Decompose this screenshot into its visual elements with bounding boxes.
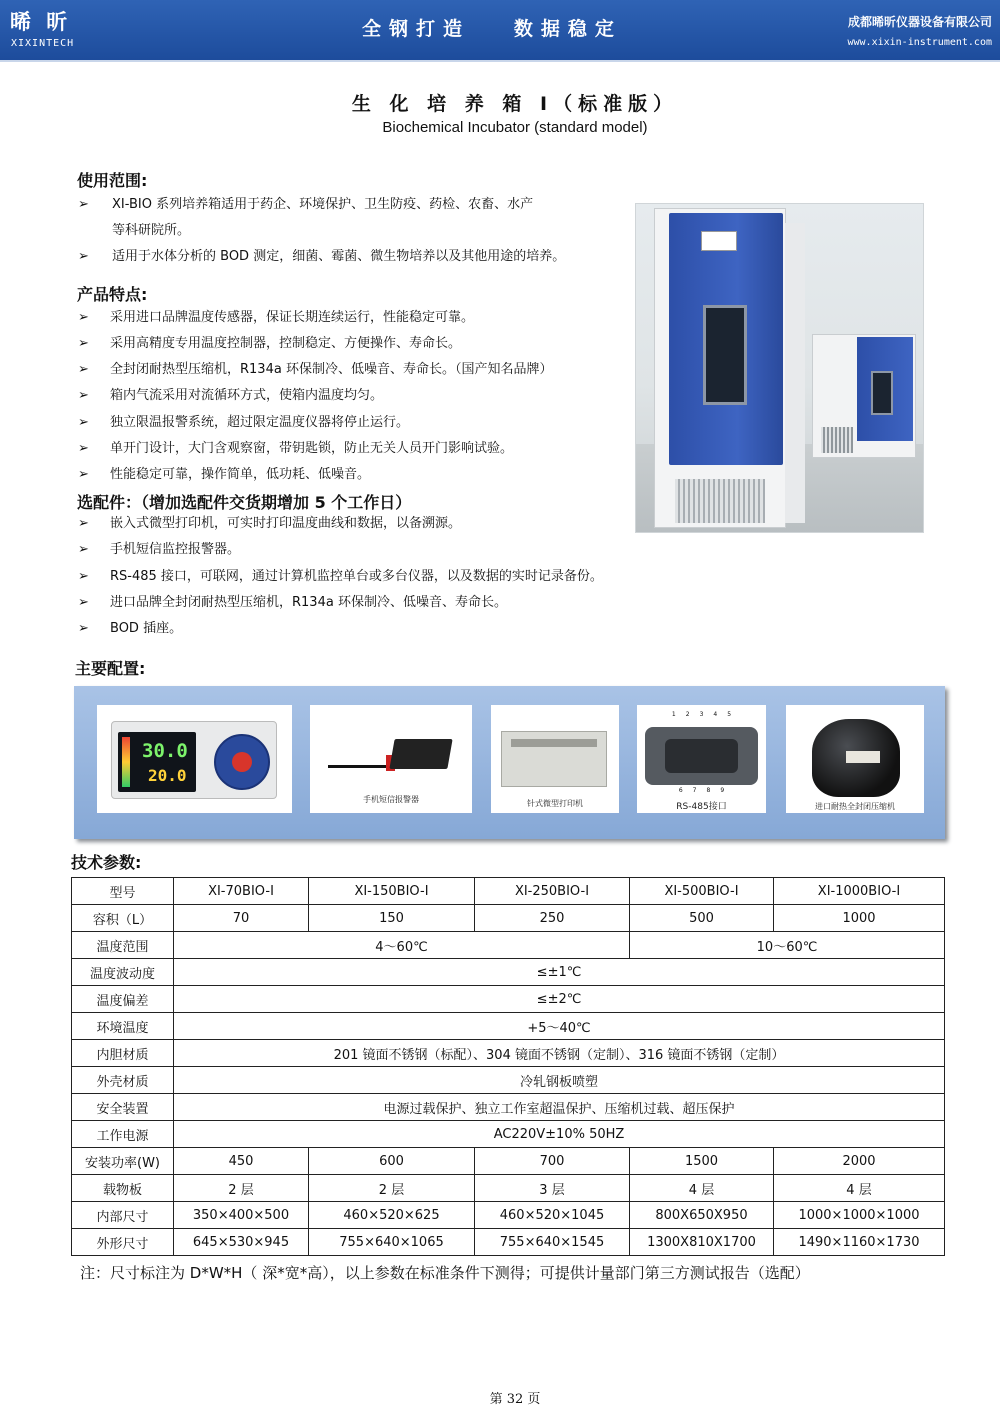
- row-label: 外壳材质: [72, 1067, 174, 1094]
- center-key-icon: [232, 752, 252, 772]
- option-item: RS-485 接口，可联网，通过计算机监控单台或多台仪器，以及数据的实时记录备份。: [110, 569, 603, 584]
- arrow-bullet-icon: ➢: [78, 336, 89, 351]
- row-label: 型号: [72, 878, 174, 905]
- row-label: 温度范围: [72, 932, 174, 959]
- table-cell: 1490×1160×1730: [774, 1229, 945, 1256]
- table-cell: 1300X810X1700: [630, 1229, 774, 1256]
- table-cell: 10～60℃: [630, 932, 945, 959]
- table-row: [72, 878, 945, 905]
- pin-number: 2: [685, 711, 690, 718]
- arrow-bullet-icon: ➢: [78, 542, 89, 557]
- paper-slot: [511, 739, 597, 747]
- table-cell: 4 层: [630, 1175, 774, 1202]
- product-photo: [635, 203, 924, 533]
- vent-grille: [675, 479, 765, 523]
- table-row: [72, 986, 945, 1013]
- row-label: 载物板: [72, 1175, 174, 1202]
- pin-number: 3: [699, 711, 704, 718]
- vent-grille: [821, 427, 853, 453]
- printer-image: [491, 705, 619, 813]
- table-cell: 1500: [630, 1148, 774, 1175]
- table-cell: 450: [174, 1148, 309, 1175]
- feature-item: 采用进口品牌温度传感器，保证长期连续运行，性能稳定可靠。: [110, 310, 475, 325]
- rs485-image: [637, 705, 766, 813]
- page-subtitle: Biochemical Incubator (standard model): [382, 119, 648, 136]
- row-label: 安全装置: [72, 1094, 174, 1121]
- company-name: 成都晞昕仪器设备有限公司: [847, 15, 992, 29]
- spec-table: [71, 877, 945, 1256]
- table-cell: 460×520×1045: [475, 1202, 630, 1229]
- row-label: 容积（L）: [72, 905, 174, 932]
- table-row: [72, 932, 945, 959]
- table-cell: 2 层: [309, 1175, 475, 1202]
- table-row: [72, 1175, 945, 1202]
- caption: 针式微型打印机: [527, 799, 583, 808]
- arrow-bullet-icon: ➢: [78, 388, 89, 403]
- table-cell: 460×520×625: [309, 1202, 475, 1229]
- table-cell: 755×640×1065: [309, 1229, 475, 1256]
- table-row: [72, 1148, 945, 1175]
- table-cell: 350×400×500: [174, 1202, 309, 1229]
- table-cell: 500: [630, 905, 774, 932]
- pin-number: 1: [671, 711, 676, 718]
- row-label: 内部尺寸: [72, 1202, 174, 1229]
- option-item: 进口品牌全封闭耐热型压缩机，R134a 环保制冷、低噪音、寿命长。: [110, 595, 507, 610]
- table-cell: XI-250BIO-Ⅰ: [475, 878, 630, 905]
- row-label: 温度波动度: [72, 959, 174, 986]
- config-strip: [74, 686, 945, 839]
- scope-heading: 使用范围:: [77, 171, 148, 190]
- specs-heading: 技术参数:: [71, 853, 142, 872]
- table-cell: 250: [475, 905, 630, 932]
- table-cell: 3 层: [475, 1175, 630, 1202]
- arrow-bullet-icon: ➢: [78, 310, 89, 325]
- table-cell: 201 镜面不锈钢（标配）、304 镜面不锈钢（定制）、316 镜面不锈钢（定制）: [174, 1040, 945, 1067]
- feature-item: 独立限温报警系统，超过限定温度仪器将停止运行。: [110, 415, 410, 430]
- feature-item: 采用高精度专用温度控制器，控制稳定、方便操作、寿命长。: [110, 336, 462, 351]
- row-label: 环境温度: [72, 1013, 174, 1040]
- arrow-bullet-icon: ➢: [78, 249, 89, 264]
- arrow-bullet-icon: ➢: [78, 595, 89, 610]
- table-row: [72, 1229, 945, 1256]
- page-title: 生 化 培 养 箱 Ⅰ（标准版）: [351, 93, 679, 115]
- pin-number: 7: [692, 787, 697, 794]
- table-row: [72, 1013, 945, 1040]
- row-label: 工作电源: [72, 1121, 174, 1148]
- table-row: [72, 1202, 945, 1229]
- arrow-bullet-icon: ➢: [78, 441, 89, 456]
- table-row: [72, 1067, 945, 1094]
- arrow-bullet-icon: ➢: [78, 467, 89, 482]
- table-cell: AC220V±10% 50HZ: [174, 1121, 945, 1148]
- table-cell: 冷轧钢板喷塑: [174, 1067, 945, 1094]
- brand-name-cn: 晞 昕: [10, 10, 72, 34]
- arrow-bullet-icon: ➢: [78, 197, 89, 212]
- table-cell: +5～40℃: [174, 1013, 945, 1040]
- controller-readout: 30.0: [142, 740, 188, 762]
- table-cell: XI-70BIO-Ⅰ: [174, 878, 309, 905]
- table-cell: 800X650X950: [630, 1202, 774, 1229]
- table-cell: 1000: [774, 905, 945, 932]
- option-item: 手机短信监控报警器。: [110, 542, 241, 557]
- table-cell: XI-500BIO-Ⅰ: [630, 878, 774, 905]
- table-cell: 2000: [774, 1148, 945, 1175]
- arrow-bullet-icon: ➢: [78, 516, 89, 531]
- page-number: 第 32 页: [489, 1392, 541, 1407]
- row-label: 温度偏差: [72, 986, 174, 1013]
- table-note: 注：尺寸标注为 D*W*H（ 深*宽*高），以上参数在标准条件下测得；可提供计量部门第三方测试报告（选配）: [80, 1264, 810, 1282]
- table-cell: 150: [309, 905, 475, 932]
- pin-number: 4: [713, 711, 718, 718]
- control-panel: [701, 231, 737, 251]
- option-item: 嵌入式微型打印机，可实时打印温度曲线和数据，以备溯源。: [110, 516, 462, 531]
- options-heading: 选配件：（增加选配件交货期增加 5 个工作日）: [77, 493, 412, 512]
- controller-setpoint: 20.0: [148, 766, 187, 785]
- arrow-bullet-icon: ➢: [78, 621, 89, 636]
- table-cell: 4～60℃: [174, 932, 630, 959]
- table-cell: 600: [309, 1148, 475, 1175]
- caption: 手机短信报警器: [363, 795, 419, 804]
- controller-image: [97, 705, 292, 813]
- table-cell: XI-1000BIO-Ⅰ: [774, 878, 945, 905]
- db9-connector-icon: [665, 739, 738, 773]
- table-row: [72, 905, 945, 932]
- caption: 进口耐热全封闭压缩机: [815, 802, 895, 811]
- feature-item: 箱内气流采用对流循环方式，使箱内温度均匀。: [110, 388, 384, 403]
- table-cell: 70: [174, 905, 309, 932]
- incubator-large: [654, 208, 786, 528]
- pin-number: 6: [678, 787, 683, 794]
- header-slogan: 全钢打造 数据稳定: [362, 18, 622, 40]
- table-cell: 755×640×1545: [475, 1229, 630, 1256]
- scope-item: 适用于水体分析的 BOD 测定，细菌、霉菌、微生物培养以及其他用途的培养。: [112, 249, 566, 264]
- incubator-small: [812, 334, 916, 458]
- alarm-device: [389, 739, 452, 769]
- row-label: 内胆材质: [72, 1040, 174, 1067]
- row-label: 安装功率(W): [72, 1148, 174, 1175]
- observation-window: [703, 305, 747, 405]
- pin-number: 8: [706, 787, 711, 794]
- table-cell: 电源过载保护、独立工作室超温保护、压缩机过载、超压保护: [174, 1094, 945, 1121]
- feature-item: 单开门设计，大门含观察窗，带钥匙锁，防止无关人员开门影响试验。: [110, 441, 514, 456]
- page-header: [0, 0, 1000, 62]
- compressor-label: [846, 751, 880, 763]
- table-cell: 645×530×945: [174, 1229, 309, 1256]
- table-row: [72, 1094, 945, 1121]
- arrow-bullet-icon: ➢: [78, 569, 89, 584]
- table-cell: ≤±2℃: [174, 986, 945, 1013]
- indicator-bar: [122, 737, 130, 787]
- table-row: [72, 1121, 945, 1148]
- table-row: [72, 1040, 945, 1067]
- row-label: 外形尺寸: [72, 1229, 174, 1256]
- scope-item: 等科研院所。: [112, 223, 191, 238]
- features-heading: 产品特点:: [77, 285, 148, 304]
- table-cell: 1000×1000×1000: [774, 1202, 945, 1229]
- scope-item: XI-BIO 系列培养箱适用于药企、环境保护、卫生防疫、药检、农畜、水产: [112, 197, 534, 212]
- observation-window: [871, 371, 893, 415]
- table-cell: XI-150BIO-Ⅰ: [309, 878, 475, 905]
- cabinet-side: [785, 223, 805, 523]
- table-cell: ≤±1℃: [174, 959, 945, 986]
- table-cell: 4 层: [774, 1175, 945, 1202]
- config-heading: 主要配置:: [75, 659, 146, 678]
- feature-item: 全封闭耐热型压缩机，R134a 环保制冷、低噪音、寿命长。（国产知名品牌）: [110, 362, 553, 377]
- table-row: [72, 959, 945, 986]
- pin-number: 9: [720, 787, 725, 794]
- arrow-bullet-icon: ➢: [78, 362, 89, 377]
- brand-name-en: XIXINTECH: [11, 38, 75, 49]
- feature-item: 性能稳定可靠，操作简单，低功耗、低噪音。: [110, 467, 371, 482]
- antenna: [328, 765, 388, 768]
- table-cell: 2 层: [174, 1175, 309, 1202]
- caption: RS-485接口: [676, 802, 727, 812]
- company-website[interactable]: www.xixin-instrument.com: [847, 37, 992, 48]
- option-item: BOD 插座。: [110, 621, 183, 636]
- table-cell: 700: [475, 1148, 630, 1175]
- sms-alarm-image: [310, 705, 472, 813]
- compressor-image: [786, 705, 924, 813]
- arrow-bullet-icon: ➢: [78, 415, 89, 430]
- pin-number: 5: [727, 711, 732, 718]
